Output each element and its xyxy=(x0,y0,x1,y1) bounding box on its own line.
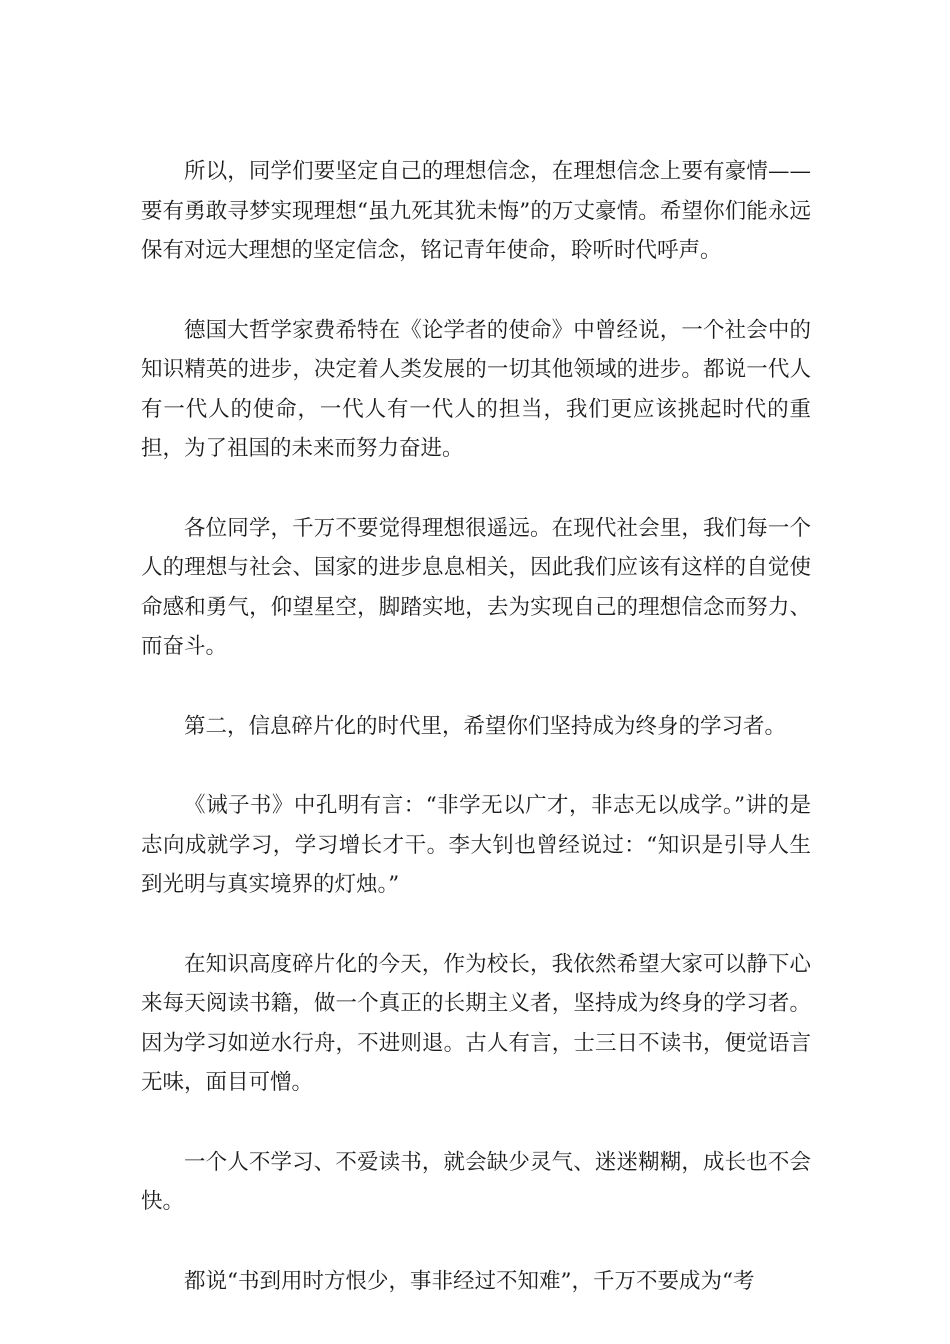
paragraph-4: 第二，信息碎片化的时代里，希望你们坚持成为终身的学习者。 xyxy=(184,713,787,739)
paragraph-7: 一个人不学习、不爱读书，就会缺少灵气、迷迷糊糊，成长也不会快。 xyxy=(141,1149,811,1214)
paragraph-1: 所以，同学们要坚定自己的理想信念，在理想信念上要有豪情——要有勇敢寻梦实现理想“虽九死其犹未悔”的万丈豪情。希望你们能永远保有对远大理想的坚定信念，铭记青年使命，聆听时代呼声。 xyxy=(141,159,811,263)
paragraph-3: 各位同学，千万不要觉得理想很遥远。在现代社会里，我们每一个人的理想与社会、国家的进步息息相关，因此我们应该有这样的自觉使命感和勇气，仰望星空，脚踏实地，去为实现自己的理想信念而努力、而奋斗。 xyxy=(141,515,811,659)
paragraph-6: 在知识高度碎片化的今天，作为校长，我依然希望大家可以静下心来每天阅读书籍，做一个真正的长期主义者，坚持成为终身的学习者。因为学习如逆水行舟，不进则退。古人有言，士三日不读书，便觉语言无味，面目可憎。 xyxy=(141,951,811,1095)
document-body xyxy=(141,152,811,1341)
paragraph-8: 都说“书到用时方恨少，事非经过不知难”，千万不要成为“考 xyxy=(184,1268,755,1294)
paragraph-5: 《诫子书》中孔明有言：“非学无以广才，非志无以成学。”讲的是志向成就学习，学习增长才干。李大钊也曾经说过：“知识是引导人生到光明与真实境界的灯烛。” xyxy=(141,793,811,897)
paragraph-2: 德国大哲学家费希特在《论学者的使命》中曾经说，一个社会中的知识精英的进步，决定着人类发展的一切其他领域的进步。都说一代人有一代人的使命，一代人有一代人的担当，我们更应该挑起时代的重担，为了祖国的未来而努力奋进。 xyxy=(141,317,811,461)
